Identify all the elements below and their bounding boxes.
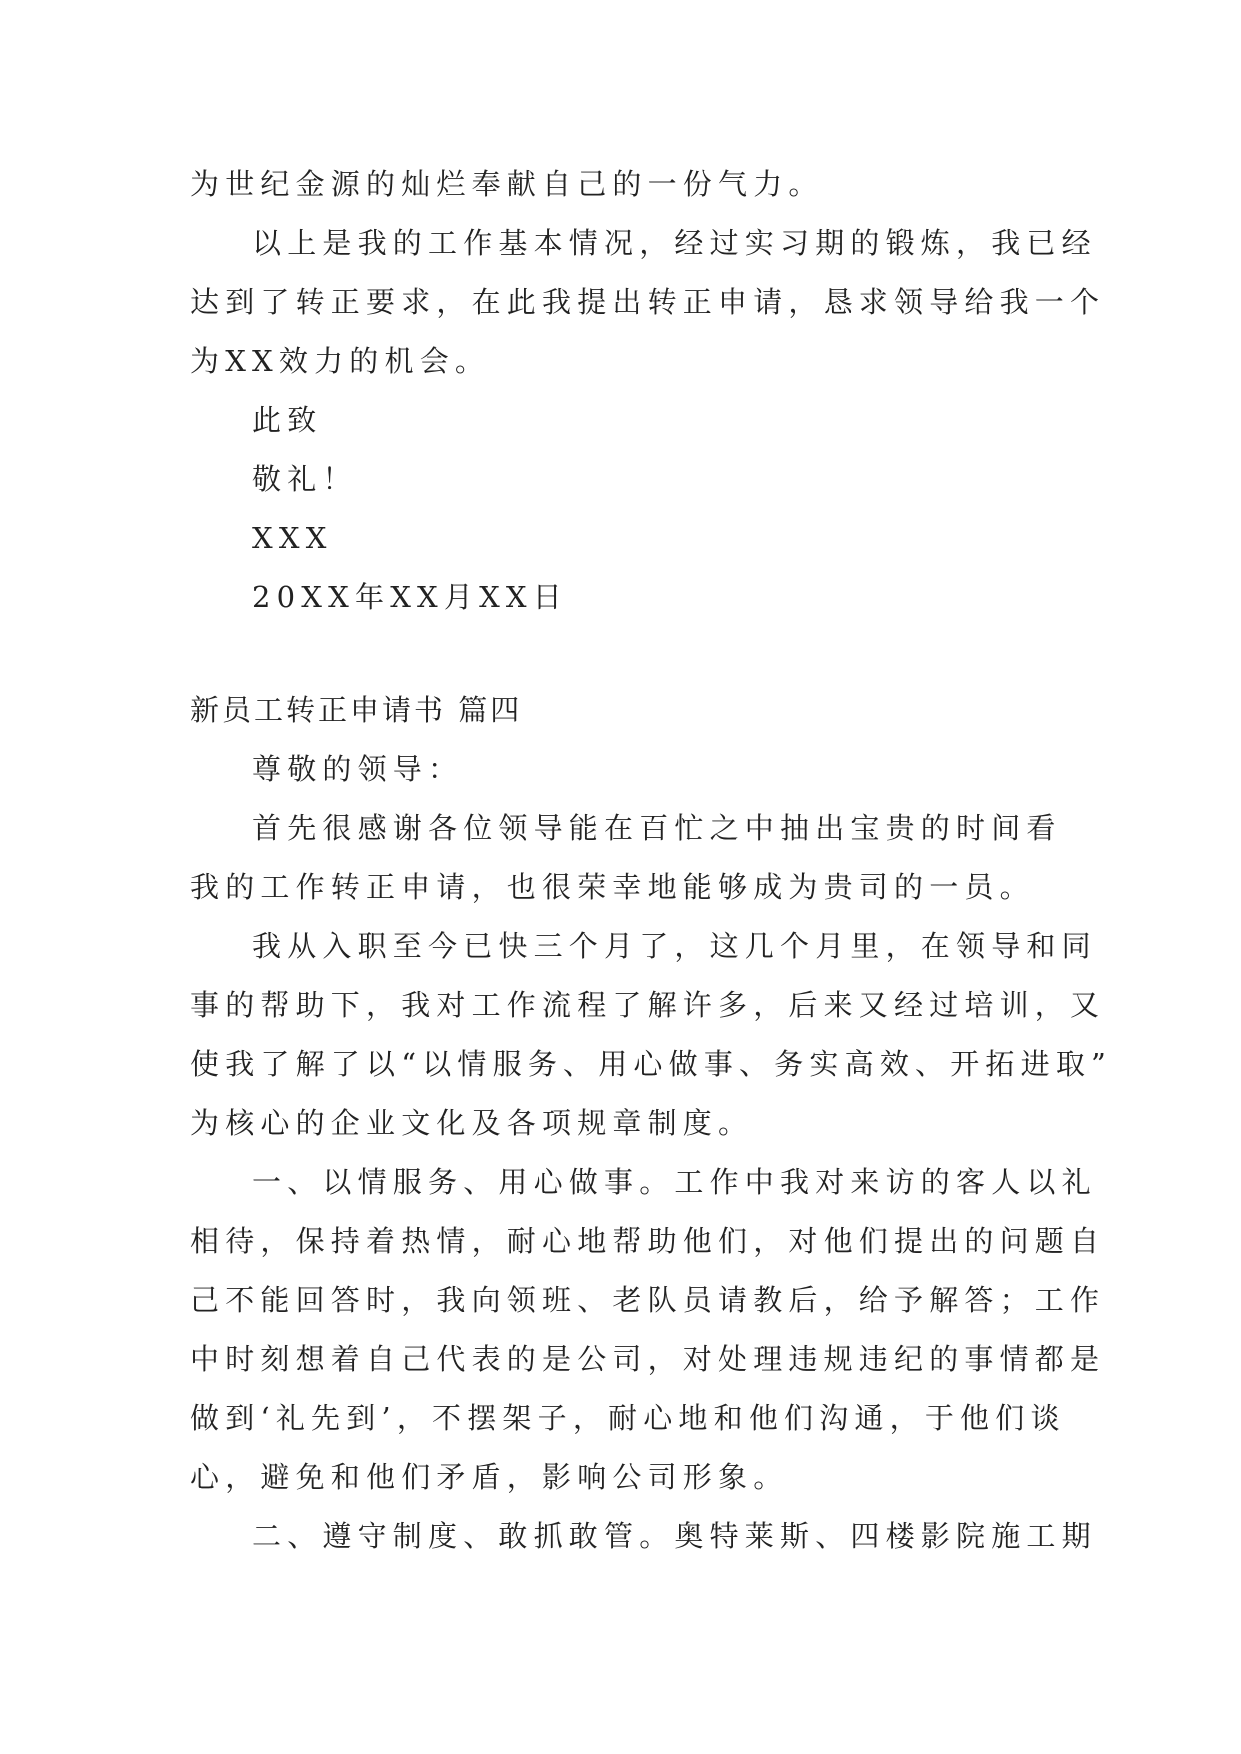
paragraph-line: 以上是我的工作基本情况，经过实习期的锻炼，我已经 (252, 226, 1097, 260)
paragraph-line: 己不能回答时，我向领班、老队员请教后，给予解答；工作 (190, 1283, 1106, 1317)
signature-date: 20XX年XX月XX日 (252, 580, 568, 614)
paragraph-line: 中时刻想着自己代表的是公司，对处理违规违纪的事情都是 (190, 1342, 1106, 1376)
paragraph-line: 达到了转正要求，在此我提出转正申请，恳求领导给我一个 (190, 285, 1106, 319)
paragraph-line: 首先很感谢各位领导能在百忙之中抽出宝贵的时间看 (252, 811, 1062, 845)
closing-salutation: 此致 (252, 403, 323, 437)
paragraph-line: 我从入职至今已快三个月了，这几个月里，在领导和同 (252, 929, 1097, 963)
signature-name: XXX (252, 521, 333, 555)
paragraph-line: 使我了解了以“以情服务、用心做事、务实高效、开拓进取” (190, 1047, 1113, 1081)
paragraph-line: 为XX效力的机会。 (190, 344, 491, 378)
paragraph-line: 我的工作转正申请，也很荣幸地能够成为贵司的一员。 (190, 870, 1035, 904)
paragraph-line: 做到‘礼先到’，不摆架子，耐心地和他们沟通，于他们谈 (190, 1401, 1066, 1435)
closing-regards: 敬礼！ (252, 462, 358, 496)
paragraph-line: 相待，保持着热情，耐心地帮助他们，对他们提出的问题自 (190, 1224, 1106, 1258)
section-title: 新员工转正申请书 篇四 (190, 693, 523, 727)
paragraph-line: 二、遵守制度、敢抓敢管。奥特莱斯、四楼影院施工期 (252, 1519, 1097, 1553)
paragraph-line: 事的帮助下，我对工作流程了解许多，后来又经过培训，又 (190, 988, 1106, 1022)
paragraph-line: 心，避免和他们矛盾，影响公司形象。 (190, 1460, 789, 1494)
paragraph-line: 为核心的企业文化及各项规章制度。 (190, 1106, 754, 1140)
greeting: 尊敬的领导： (252, 752, 464, 786)
paragraph-line: 为世纪金源的灿烂奉献自己的一份气力。 (190, 167, 824, 201)
paragraph-line: 一、以情服务、用心做事。工作中我对来访的客人以礼 (252, 1165, 1097, 1199)
